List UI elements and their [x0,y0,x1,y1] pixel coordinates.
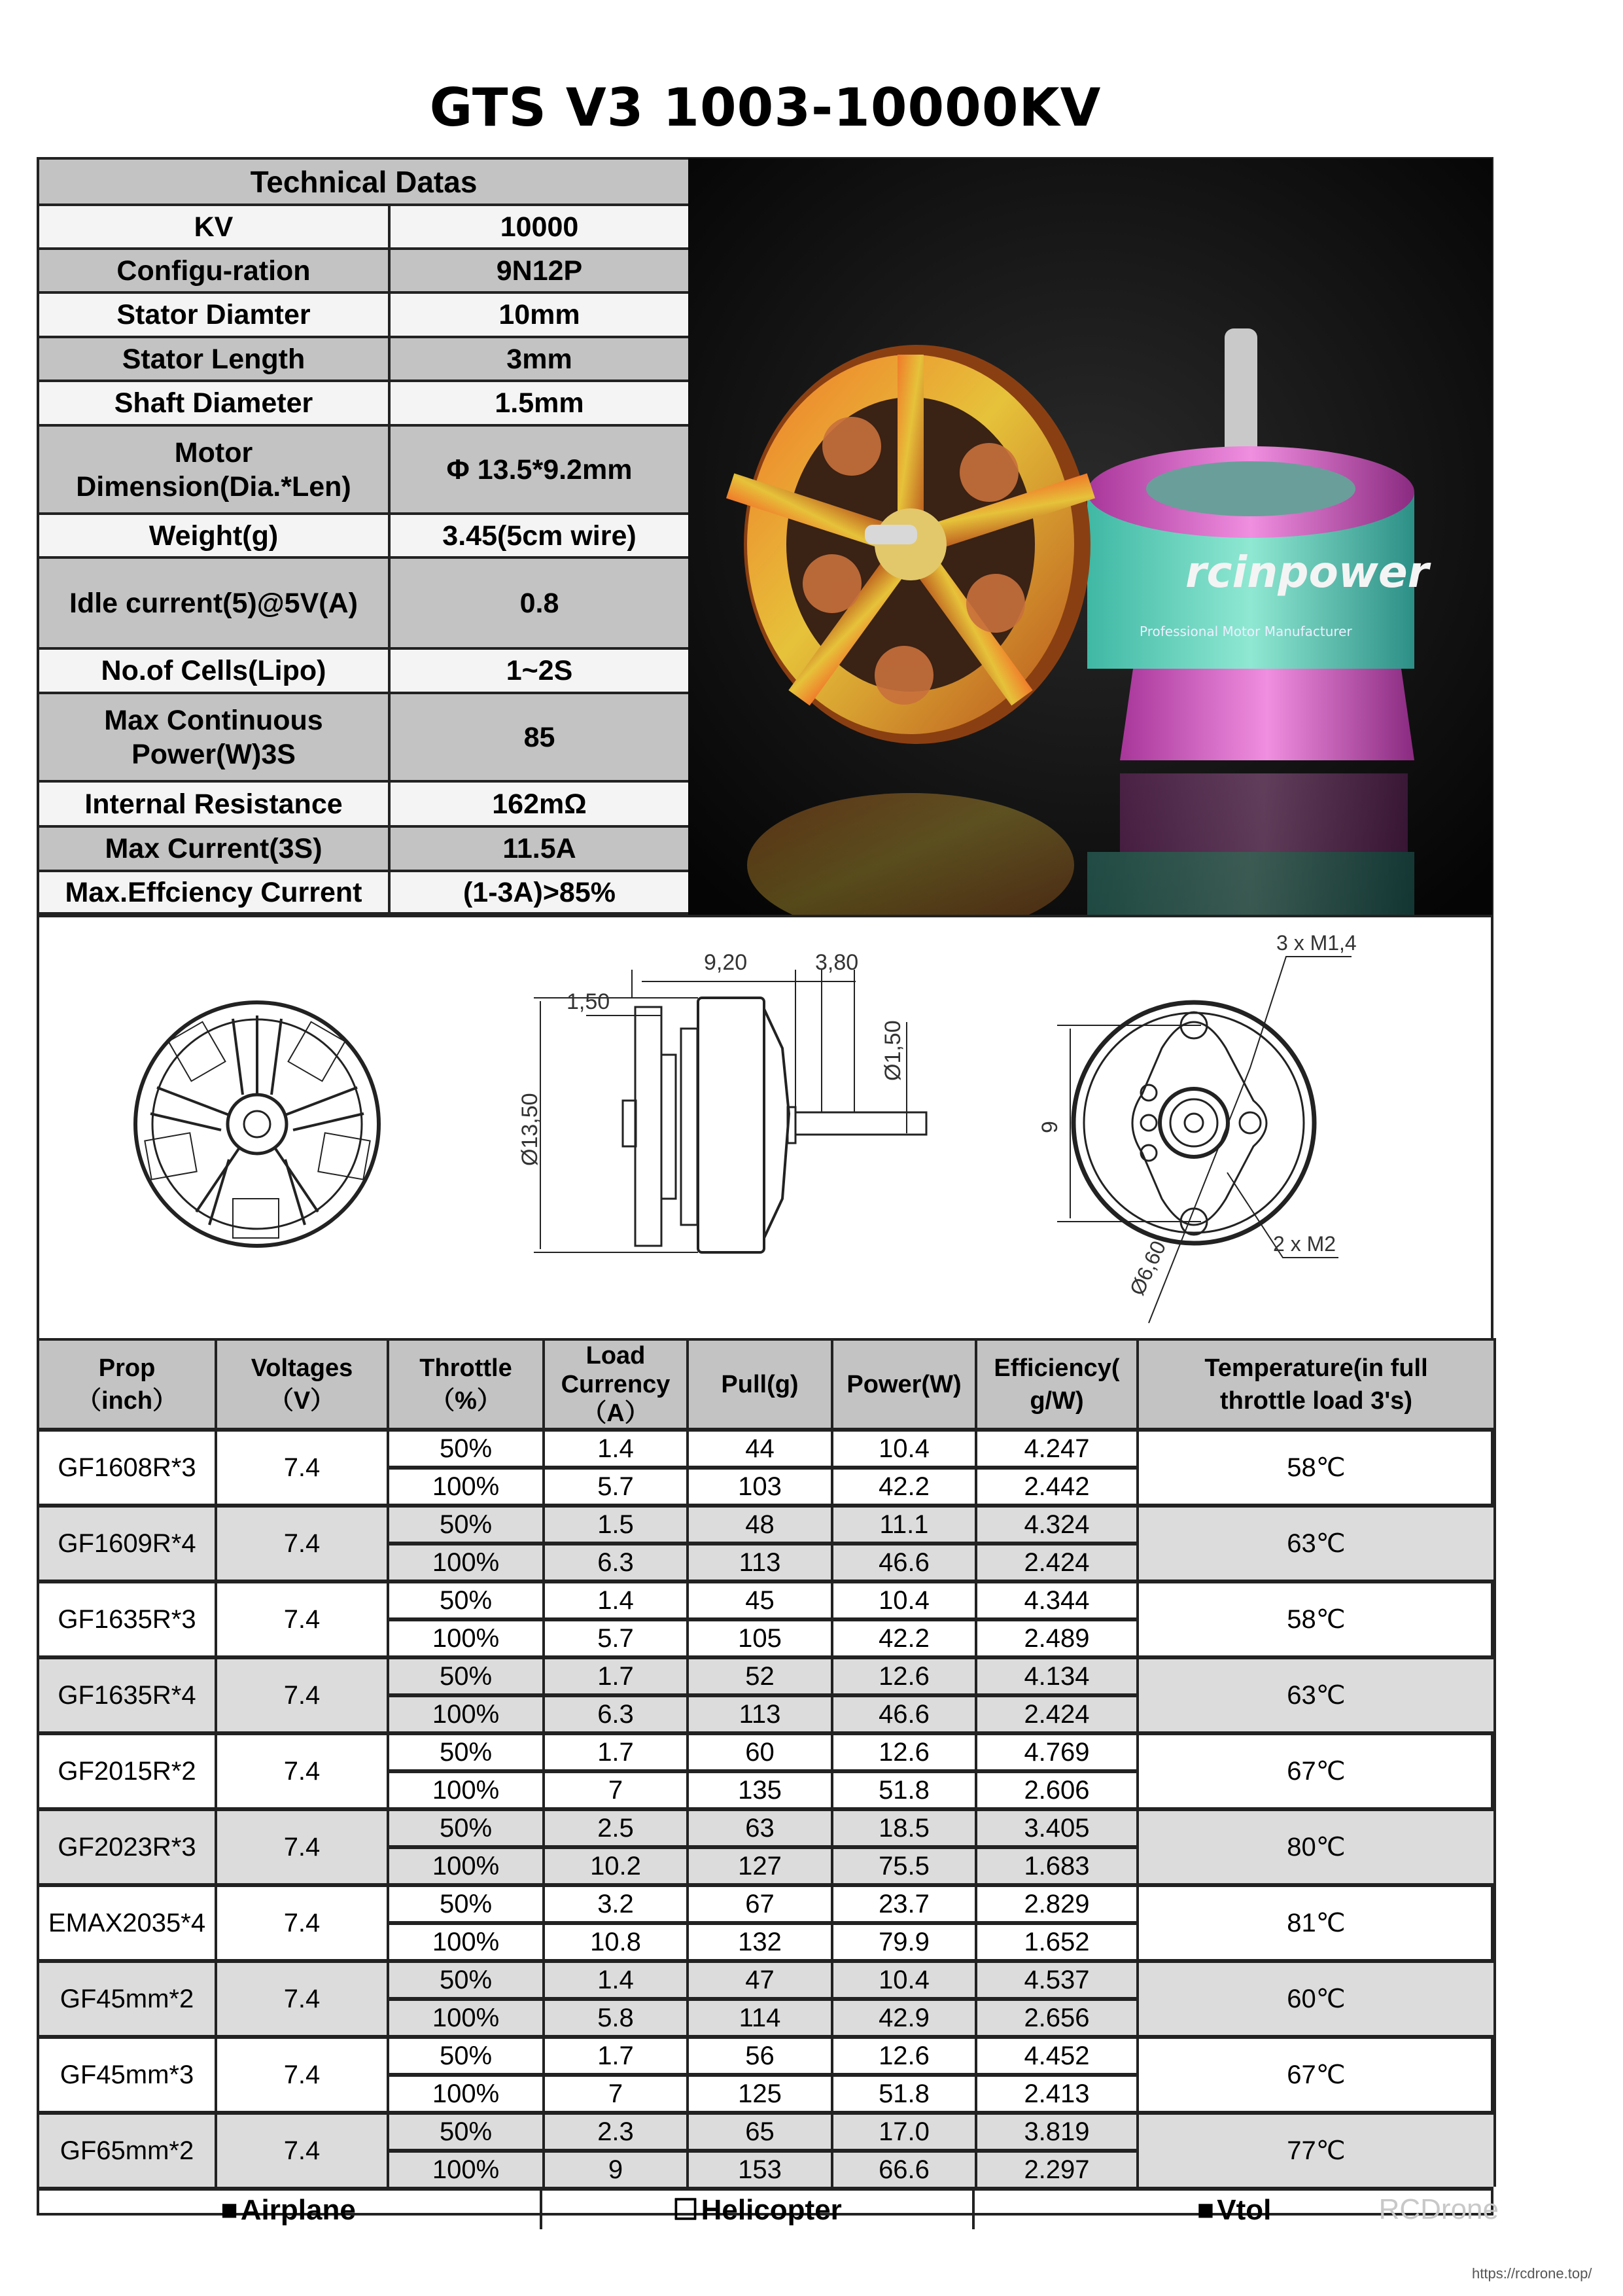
throttle-cell: 50% [388,2113,544,2151]
table-row [38,1733,1495,1771]
table-row [38,1657,1495,1695]
prop-cell: GF1635R*4 [38,1657,216,1733]
side-view-drawing [517,950,926,1252]
current-cell: 1.4 [544,1961,688,1999]
brand-tagline: Professional Motor Manufacturer [1140,624,1352,639]
spec-value: 11.5A [389,826,689,871]
performance-section [37,1338,1499,2229]
dim-hole-spacing: 9 [1038,1121,1062,1133]
watermark: RCDrone [1378,2193,1499,2225]
table-row [38,1506,1495,1544]
current-cell: 1.5 [544,1506,688,1544]
technical-row [38,205,689,249]
spec-value: 10mm [389,292,689,337]
pull-cell: 153 [688,2151,832,2187]
voltage-cell: 7.4 [216,1961,388,2037]
pull-cell: 114 [688,1999,832,2037]
application-row [37,2187,1499,2229]
spec-value: (1-3A)>85% [389,871,689,913]
pull-cell: 127 [688,1847,832,1885]
throttle-cell: 100% [388,2075,544,2113]
spec-label: Configu-ration [38,249,389,292]
throttle-cell: 100% [388,1923,544,1961]
spec-value: 1~2S [389,648,689,693]
temperature-cell: 67℃ [1138,1733,1495,1809]
pull-cell: 65 [688,2113,832,2151]
efficiency-cell: 4.344 [976,1581,1138,1619]
application-helicopter [542,2191,975,2229]
power-cell: 51.8 [832,1771,976,1809]
technical-row [38,381,689,425]
throttle-cell: 100% [388,1771,544,1809]
temperature-cell: 58℃ [1138,1581,1495,1657]
table-row [38,2113,1495,2151]
pull-cell: 113 [688,1544,832,1581]
power-cell: 46.6 [832,1544,976,1581]
spec-label: Shaft Diameter [38,381,389,425]
technical-row [38,514,689,557]
application-airplane [37,2191,542,2229]
pull-cell: 113 [688,1695,832,1733]
efficiency-cell: 2.606 [976,1771,1138,1809]
spec-value: 1.5mm [389,381,689,425]
spec-label: Idle current(5)@5V(A) [38,557,389,648]
power-cell: 10.4 [832,1430,976,1468]
efficiency-cell: 2.829 [976,1885,1138,1923]
spec-label: Internal Resistance [38,781,389,826]
efficiency-cell: 4.452 [976,2037,1138,2075]
throttle-cell: 50% [388,1506,544,1544]
current-cell: 5.8 [544,1999,688,2037]
throttle-cell: 50% [388,1961,544,1999]
motor-photo [688,158,1492,915]
table-row [38,1581,1495,1619]
current-cell: 10.2 [544,1847,688,1885]
current-cell: 5.7 [544,1619,688,1657]
temperature-cell: 63℃ [1138,1657,1495,1733]
efficiency-cell: 2.656 [976,1999,1138,2037]
pull-cell: 63 [688,1809,832,1847]
efficiency-cell: 2.424 [976,1695,1138,1733]
page-title: GTS V3 1003-10000KV [429,77,1102,138]
dim-pcd: Ø6,60 [1125,1237,1171,1299]
voltage-cell: 7.4 [216,1657,388,1733]
spec-label: KV [38,205,389,249]
voltage-cell: 7.4 [216,1733,388,1809]
power-cell: 17.0 [832,2113,976,2151]
power-cell: 11.1 [832,1506,976,1544]
temperature-cell: 58℃ [1138,1430,1495,1506]
temperature-cell: 63℃ [1138,1506,1495,1581]
dim-m2-holes: 2 x M2 [1273,1232,1336,1256]
voltage-cell: 7.4 [216,1809,388,1885]
brand-logo: rcinpower [1185,547,1429,597]
spec-value: 162mΩ [389,781,689,826]
power-cell: 42.2 [832,1619,976,1657]
throttle-cell: 100% [388,1999,544,2037]
power-cell: 46.6 [832,1695,976,1733]
spec-value: 3.45(5cm wire) [389,514,689,557]
spec-label: Max Continuous Power(W)3S [38,693,389,781]
prop-cell: GF2023R*3 [38,1809,216,1885]
pull-cell: 44 [688,1430,832,1468]
current-cell: 2.5 [544,1809,688,1847]
column-header: Pull(g) [688,1339,832,1430]
throttle-cell: 50% [388,1733,544,1771]
technical-row [38,425,689,514]
source-url: https://rcdrone.top/ [1472,2265,1592,2282]
power-cell: 66.6 [832,2151,976,2187]
power-cell: 42.2 [832,1468,976,1506]
checked-box-icon: ■ [1196,2193,1215,2226]
technical-data-header: Technical Datas [38,158,689,205]
power-cell: 10.4 [832,1961,976,1999]
power-cell: 12.6 [832,1657,976,1695]
power-cell: 12.6 [832,2037,976,2075]
efficiency-cell: 2.413 [976,2075,1138,2113]
technical-row [38,337,689,381]
technical-row [38,693,689,781]
application-label: Airplane [240,2193,356,2226]
front-view-drawing [135,1002,379,1246]
dimension-drawings [37,915,1493,1338]
voltage-cell: 7.4 [216,2037,388,2113]
efficiency-cell: 2.297 [976,2151,1138,2187]
pull-cell: 52 [688,1657,832,1695]
current-cell: 1.7 [544,1657,688,1695]
current-cell: 10.8 [544,1923,688,1961]
throttle-cell: 50% [388,1657,544,1695]
performance-table [37,1338,1496,2187]
throttle-cell: 100% [388,1695,544,1733]
column-header: Load Currency （A） [544,1339,688,1430]
pull-cell: 67 [688,1885,832,1923]
current-cell: 6.3 [544,1695,688,1733]
power-cell: 18.5 [832,1809,976,1847]
current-cell: 3.2 [544,1885,688,1923]
throttle-cell: 100% [388,1847,544,1885]
technical-row [38,557,689,648]
dim-shaft-diameter: Ø1,50 [881,1020,905,1081]
column-header: Prop （inch） [38,1339,216,1430]
application-label: Helicopter [701,2193,842,2226]
temperature-cell: 80℃ [1138,1809,1495,1885]
column-header: Temperature(in full throttle load 3's) [1138,1339,1495,1430]
spec-value: Φ 13.5*9.2mm [389,425,689,514]
dim-base: 1,50 [567,989,610,1014]
prop-cell: GF1608R*3 [38,1430,216,1506]
prop-cell: GF45mm*3 [38,2037,216,2113]
pull-cell: 60 [688,1733,832,1771]
pull-cell: 125 [688,2075,832,2113]
dim-m14-holes: 3 x M1,4 [1276,931,1357,955]
column-header: Voltages （V） [216,1339,388,1430]
current-cell: 6.3 [544,1544,688,1581]
temperature-cell: 81℃ [1138,1885,1495,1961]
throttle-cell: 50% [388,2037,544,2075]
technical-row [38,826,689,871]
current-cell: 7 [544,2075,688,2113]
power-cell: 51.8 [832,2075,976,2113]
current-cell: 1.7 [544,1733,688,1771]
column-header: Throttle （%） [388,1339,544,1430]
temperature-cell: 67℃ [1138,2037,1495,2113]
dim-diameter: Ø13,50 [517,1093,542,1166]
throttle-cell: 50% [388,1809,544,1847]
power-cell: 42.9 [832,1999,976,2037]
prop-cell: GF45mm*2 [38,1961,216,2037]
efficiency-cell: 3.819 [976,2113,1138,2151]
throttle-cell: 50% [388,1581,544,1619]
checked-box-icon: ■ [220,2193,238,2226]
table-row [38,1885,1495,1923]
current-cell: 5.7 [544,1468,688,1506]
throttle-cell: 100% [388,1619,544,1657]
pull-cell: 45 [688,1581,832,1619]
current-cell: 7 [544,1771,688,1809]
column-header: Power(W) [832,1339,976,1430]
pull-cell: 103 [688,1468,832,1506]
prop-cell: GF2015R*2 [38,1733,216,1809]
efficiency-cell: 3.405 [976,1809,1138,1847]
temperature-cell: 77℃ [1138,2113,1495,2187]
spec-label: No.of Cells(Lipo) [38,648,389,693]
current-cell: 2.3 [544,2113,688,2151]
prop-cell: GF65mm*2 [38,2113,216,2187]
spec-label: Max.Effciency Current [38,871,389,913]
spec-label: Motor Dimension(Dia.*Len) [38,425,389,514]
unchecked-box-icon: ☐ [672,2194,699,2226]
spec-label: Weight(g) [38,514,389,557]
spec-value: 85 [389,693,689,781]
prop-cell: GF1635R*3 [38,1581,216,1657]
table-row [38,2037,1495,2075]
efficiency-cell: 4.769 [976,1733,1138,1771]
voltage-cell: 7.4 [216,1430,388,1506]
voltage-cell: 7.4 [216,1885,388,1961]
column-header: Efficiency( g/W) [976,1339,1138,1430]
power-cell: 79.9 [832,1923,976,1961]
spec-label: Stator Length [38,337,389,381]
voltage-cell: 7.4 [216,1506,388,1581]
table-row [38,1809,1495,1847]
spec-value: 10000 [389,205,689,249]
rear-view-drawing [1038,931,1357,1323]
dim-shaft-length: 3,80 [815,950,859,975]
pull-cell: 47 [688,1961,832,1999]
power-cell: 12.6 [832,1733,976,1771]
table-row [38,1430,1495,1468]
pull-cell: 56 [688,2037,832,2075]
dim-length: 9,20 [704,950,748,975]
throttle-cell: 100% [388,1544,544,1581]
spec-label: Max Current(3S) [38,826,389,871]
power-cell: 10.4 [832,1581,976,1619]
throttle-cell: 100% [388,2151,544,2187]
technical-data-table [37,157,691,915]
current-cell: 1.4 [544,1581,688,1619]
current-cell: 1.7 [544,2037,688,2075]
current-cell: 1.4 [544,1430,688,1468]
efficiency-cell: 4.247 [976,1430,1138,1468]
pull-cell: 135 [688,1771,832,1809]
prop-cell: GF1609R*4 [38,1506,216,1581]
pull-cell: 132 [688,1923,832,1961]
efficiency-cell: 4.134 [976,1657,1138,1695]
spec-value: 9N12P [389,249,689,292]
throttle-cell: 100% [388,1468,544,1506]
efficiency-cell: 2.424 [976,1544,1138,1581]
throttle-cell: 50% [388,1885,544,1923]
efficiency-cell: 2.489 [976,1619,1138,1657]
prop-cell: EMAX2035*4 [38,1885,216,1961]
technical-row [38,648,689,693]
power-cell: 23.7 [832,1885,976,1923]
spec-value: 3mm [389,337,689,381]
temperature-cell: 60℃ [1138,1961,1495,2037]
efficiency-cell: 1.652 [976,1923,1138,1961]
efficiency-cell: 4.324 [976,1506,1138,1544]
technical-row [38,871,689,913]
technical-row [38,781,689,826]
application-label: Vtol [1217,2193,1272,2226]
voltage-cell: 7.4 [216,1581,388,1657]
spec-value: 0.8 [389,557,689,648]
current-cell: 9 [544,2151,688,2187]
pull-cell: 105 [688,1619,832,1657]
technical-row [38,249,689,292]
efficiency-cell: 2.442 [976,1468,1138,1506]
power-cell: 75.5 [832,1847,976,1885]
throttle-cell: 50% [388,1430,544,1468]
efficiency-cell: 4.537 [976,1961,1138,1999]
voltage-cell: 7.4 [216,2113,388,2187]
pull-cell: 48 [688,1506,832,1544]
spec-label: Stator Diamter [38,292,389,337]
table-row [38,1961,1495,1999]
efficiency-cell: 1.683 [976,1847,1138,1885]
technical-row [38,292,689,337]
